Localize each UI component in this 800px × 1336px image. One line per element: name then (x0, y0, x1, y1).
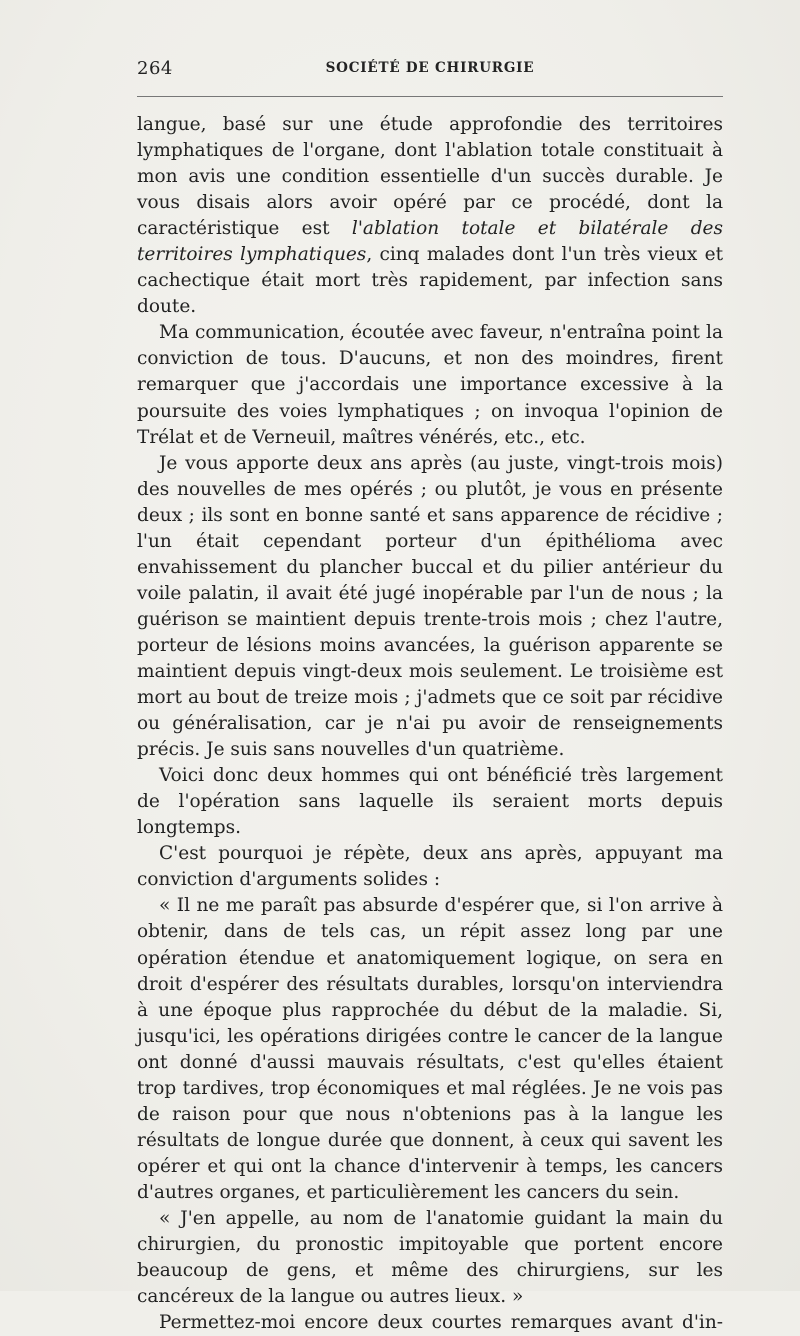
paragraph-3: Je vous apporte deux ans après (au juste, vingt-trois mois) des nouvelles de mes opérés ; ou plutôt, je vous en présente deux ; ils sont en bonne santé et sans apparence de récidive ; l'un était cependant porteur d'un épithélioma avec envahissement du plancher buccal et du pilier antérieur du voile palatin, il avait été jugé inopérable par l'un de nous ; la guérison se maintient depuis trente-trois mois ; chez l'autre, porteur de lésions moins avancées, la guérison apparente se maintient depuis vingt-deux mois seulement. Le troisième est mort au bout de treize mois ; j'admets que ce soit par récidive ou généralisation, car je n'ai pu avoir de renseignements précis. Je suis sans nouvelles d'un quatrième. (137, 452, 723, 761)
header-rule (137, 96, 723, 97)
paragraph-final: Permettez-moi encore deux courtes remarques avant d'in- (159, 1312, 723, 1334)
paragraph-5: C'est pourquoi je répète, deux ans après, appuyant ma conviction d'arguments solides : (137, 843, 723, 891)
quote-paragraph-2: « J'en appelle, au nom de l'anatomie guidant la main du chirurgien, du pronostic impitoyable que portent encore beaucoup de gens, et même des chirurgiens, sur les cancéreux de la langue ou autres lieux. » (137, 1207, 723, 1308)
paragraph-1-end: , cinq malades dont l'un très vieux et cachectique était mort très rapidement, par infection sans doute. (137, 244, 724, 318)
paragraph-4: Voici donc deux hommes qui ont bénéficié très largement de l'opération sans laquelle ils seraient morts depuis longtemps. (137, 765, 723, 839)
paragraph-2: Ma communication, écoutée avec faveur, n'entraîna point la conviction de tous. D'aucuns, et non des moindres, firent remarquer que j'accordais une importance excessive à la poursuite des voies lymphatiques ; on invoqua l'opinion de Trélat et de Verneuil, maîtres vénérés, etc., etc. (137, 322, 723, 448)
body-text (137, 112, 723, 1336)
page-number: 264 (137, 58, 173, 79)
emphasis-text: l'ablation totale et bilatérale des territoires lymphatiques (137, 218, 723, 266)
paragraph-1-text: langue, basé sur une étude approfondie des territoires lymphatiques de l'organe, dont l'ablation totale constituait à mon avis une condition essentielle d'un succès durable. Je vous disais alors avoir opéré par ce procédé, dont la caractéristique est (137, 114, 723, 240)
paragraph-1 (137, 112, 723, 320)
running-head (137, 58, 723, 84)
running-title: SOCIÉTÉ DE CHIRURGIE (325, 60, 535, 76)
quote-paragraph-1: « Il ne me paraît pas absurde d'espérer que, si l'on arrive à obtenir, dans de tels cas, un répit assez long par une opération étendue et anatomiquement logique, on sera en droit d'espérer des résultats durables, lorsqu'on interviendra à une époque plus rapprochée du début de la maladie. Si, jusqu'ici, les opérations dirigées contre le cancer de la langue ont donné d'aussi mauvais résultats, c'est qu'elles étaient trop tardives, trop économiques et mal réglées. Je ne vois pas de raison pour que nous n'obtenions pas à la langue les résultats de longue durée que donnent, à ceux qui savent les opérer et qui ont la chance d'intervenir à temps, les cancers d'autres organes, et particulièrement les cancers du sein. (137, 895, 723, 1203)
